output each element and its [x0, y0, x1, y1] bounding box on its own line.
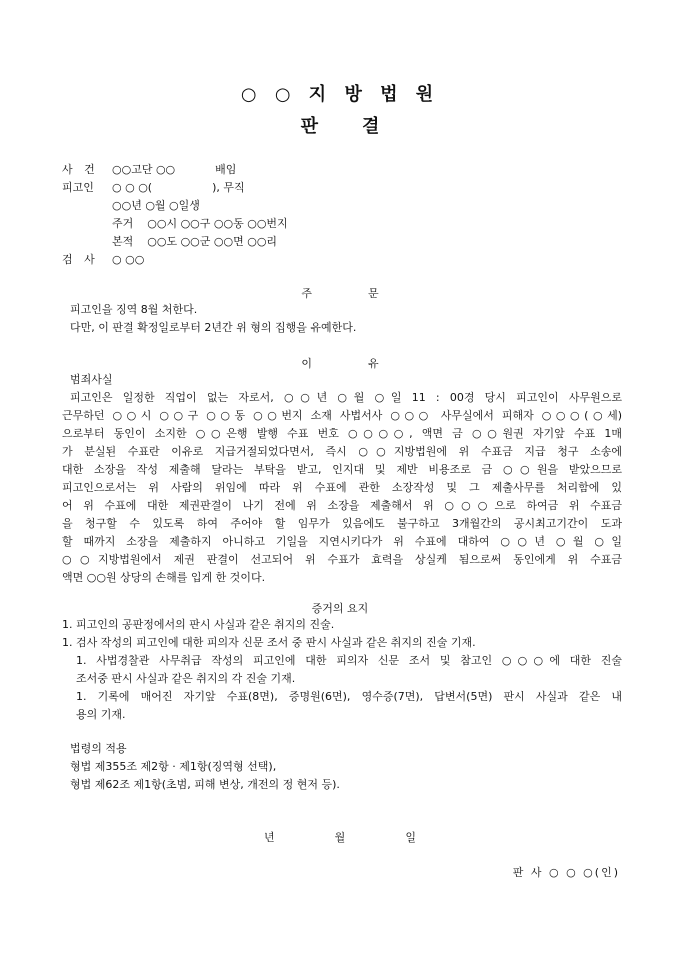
domicile-label: 본적 [112, 235, 134, 248]
law-line: 형법 제62조 제1항(초범, 피해 변상, 개전의 정 현저 등). [70, 778, 340, 791]
judgment-date [0, 829, 680, 845]
order-heading-char-2: 문 [368, 287, 379, 300]
case-name: 배임 [215, 163, 237, 176]
document-title [0, 112, 680, 138]
facts-line: 대한 소장을 작성 제출해 달라는 부탁을 받고, 인지대 및 제반 비용조로 금 ○○원을 받았으므로 [62, 463, 622, 476]
facts-section [62, 371, 622, 587]
facts-line: 으로부터 동인이 소지한 ○○은행 발행 수표 번호 ○○○○, 액면 금 ○○원권 자기앞 수표 1매 [62, 427, 622, 440]
order-line: 다만, 이 판결 확정일로부터 2년간 위 형의 집행을 유예한다. [70, 321, 357, 334]
law-heading: 법령의 적용 [70, 742, 127, 755]
facts-line: 피고인은 일정한 직업이 없는 자로서, ○○년 ○월 ○일 11 : 00경 당시 피고인이 사무원으로 [70, 391, 622, 404]
law-section [70, 740, 340, 794]
order-body [62, 301, 622, 337]
defendant-label: 피고인 [62, 181, 94, 194]
evidence-item: 1. 사법경찰관 사무취급 작성의 피고인에 대한 피의자 신문 조서 및 참고인 ○○○에 대한 진술 조서중 판시 사실과 같은 취지의 각 진술 기재. [76, 654, 622, 685]
facts-line: ○○지방법원에서 제권 판결이 선고되어 위 수표가 효력을 상실케 됨으로써 동인에게 위 수표금 [62, 553, 622, 566]
case-label: 사 건 [62, 163, 99, 176]
facts-label: 범죄사실 [70, 373, 113, 386]
domicile-value: ○○도 ○○군 ○○면 ○○리 [147, 235, 278, 248]
facts-line: 액면 ○○원 상당의 손해를 입게 한 것이다. [62, 571, 266, 584]
date-month: 월 [334, 831, 346, 844]
order-heading-char-1: 주 [301, 287, 312, 300]
judge-signature: 판 사 ○ ○ ○(인) [512, 866, 620, 879]
court-name: ○ ○ 지 방 법 원 [240, 84, 440, 105]
evidence-list [62, 616, 622, 724]
prosecutor-label: 검 사 [62, 253, 99, 266]
date-year: 년 [264, 831, 275, 844]
birth-row [62, 197, 672, 213]
order-line: 피고인을 징역 8월 처한다. [70, 303, 198, 316]
facts-line: 할 때까지 소장을 제출하지 아니하고 기일을 지연시키다가 위 수표에 대하여 ○○년 ○월 ○일 [62, 535, 622, 548]
evidence-item: 1. 피고인의 공판정에서의 판시 사실과 같은 취지의 진술. [62, 618, 335, 631]
residence-value: ○○시 ○○구 ○○동 ○○번지 [147, 217, 288, 230]
defendant-row [62, 179, 622, 195]
residence-label: 주거 [112, 217, 134, 230]
facts-line: 가 분실된 수표란 이유로 지급거절되었다면서, 즉시 ○○지방법원에 위 수표금 지급 청구 소송에 [62, 445, 622, 458]
reasons-heading [0, 355, 680, 371]
domicile-row [62, 233, 672, 249]
evidence-heading: 증거의 요지 [311, 602, 369, 615]
case-number: ○○고단 ○○ [112, 163, 176, 176]
document-title-char-1: 판 [300, 116, 318, 137]
facts-line: 을 청구할 수 있도록 하여 주어야 할 임무가 있음에도 불구하고 3개월간의 공시최고기간이 도과 [62, 517, 622, 530]
reasons-heading-char-2: 유 [368, 357, 379, 370]
defendant-job: ), 무직 [212, 181, 245, 194]
law-line: 형법 제355조 제2항 · 제1항(징역형 선택), [70, 760, 277, 773]
date-day: 일 [405, 831, 416, 844]
document-title-char-2: 결 [362, 116, 380, 137]
facts-line: 어 위 수표에 대한 제권판결이 나기 전에 위 소장을 제출해서 위 ○○○으로 하여금 위 수표금 [62, 499, 622, 512]
prosecutor-name: ○ ○○ [112, 253, 145, 266]
defendant-birth: ○○년 ○월 ○일생 [112, 199, 200, 212]
facts-line: 피고인으로서는 위 사람의 위임에 따라 위 수표에 관한 소장작성 및 그 제출사무를 처리함에 있 [62, 481, 622, 494]
case-row [62, 161, 622, 177]
order-heading [0, 285, 680, 301]
facts-line: 근무하던 ○○시 ○○구 ○○동 ○○번지 소재 사법서사 ○○○ 사무실에서 피해자 ○○○(○세) [62, 409, 622, 422]
defendant-name: ○ ○ ○( [112, 181, 153, 194]
prosecutor-row [62, 251, 622, 267]
residence-row [62, 215, 672, 231]
reasons-heading-char-1: 이 [301, 357, 312, 370]
evidence-item: 1. 기록에 매어진 자기앞 수표(8면), 증명원(6면), 영수증(7면), 답변서(5면) 판시 사실과 같은 내 용의 기재. [76, 690, 622, 721]
evidence-item: 1. 검사 작성의 피고인에 대한 피의자 신문 조서 중 판시 사실과 같은 취지의 진술 기재. [62, 636, 476, 649]
